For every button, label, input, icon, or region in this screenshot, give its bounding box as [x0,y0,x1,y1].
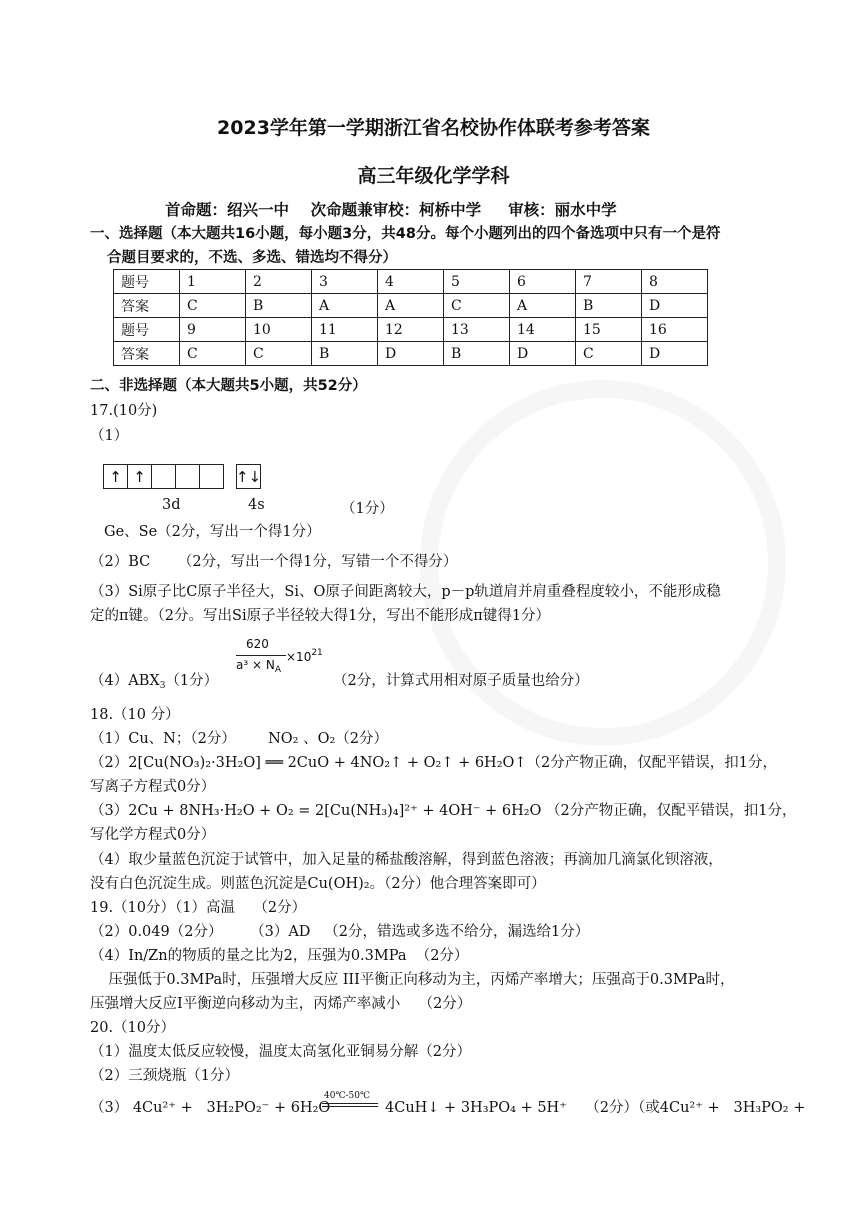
section1-heading-line2: 合题目要求的，不选、多选、错选均不得分） [107,250,397,266]
table-cell: D [642,342,708,366]
q17-part3-line2: 定的π键。（2分。写出Si原子半径较大得1分，写出不能形成π键得1分） [90,608,551,624]
table-cell: D [642,294,708,318]
table-cell: 2 [246,270,312,294]
table-cell: B [444,342,510,366]
q19-line1: 19.（10分）（1）高温 （2分） [90,900,307,916]
table-cell: 1 [180,270,246,294]
reaction-arrow [322,1103,378,1104]
q20-part3-right: 4CuH↓ + 3H₃PO₄ + 5H⁺ （2分）（或4Cu²⁺ + 3H₃PO₂ + [385,1100,806,1116]
table-cell: D [378,342,444,366]
q19-line5: 压强增大反应I平衡逆向移动为主，丙烯产率减小 （2分） [90,996,472,1012]
q18-part3-line1: （3）2Cu + 8NH₃·H₂O + O₂ = 2[Cu(NH₃)₄]²⁺ + 4OH⁻ + 6H₂O （2分产物正确，仅配平错误，扣1分， [90,803,797,819]
table-row-header: 答案 [114,294,180,318]
reaction-arrow-second [322,1106,378,1107]
answer-table [113,269,708,366]
table-cell: C [180,294,246,318]
q20-title: 20.（10分） [90,1020,176,1036]
table-row [114,294,708,318]
q20-part2: （2）三颈烧瓶（1分） [90,1068,239,1084]
table-cell: 16 [642,318,708,342]
q17-part3-line1: （3）Si原子比C原子半径大，Si、O原子间距离较大，p－p轨道肩并肩重叠程度较小，不能形成稳 [90,584,721,600]
table-cell: 5 [444,270,510,294]
table-cell: 14 [510,318,576,342]
table-cell: 8 [642,270,708,294]
table-cell: C [246,342,312,366]
table-cell: B [576,294,642,318]
table-row-header: 题号 [114,318,180,342]
answer-sheet-page: 2023学年第一学期浙江省名校协作体联考参考答案 高三年级化学学科 首命题：绍兴一中 次命题兼审校：柯桥中学 审核：丽水中学 一、选择题（本大题共16小题，每小题3分，共48分。每个小题列出的四个备选项中只有一个是符 合题目要求的，不选、多选、错选均不得分） 题号 1 2 3 4 5 6 7 8 答案 C B A A C A B D 题号 9 10 11 12 13 14 15 16 答案 C C B D B D C D 二、非选择题（本大题共5小题，共52分） 17.(10分) （1） ↑ ↑ ↑↓ 3d 4s （1分） Ge、Se（2分，写出一个得1分） （2）BC （2分，写出一个得1分，写错一个不得分） （3）Si原子比C原子半径大，Si、O原子间距离较大，p－p轨道肩并肩重叠程度较小，不能形成稳 定的π键。（2分。写出Si原子半径较大得1分，写出不能形成π键得1分） $(4)ABX_3(1$分） 620 $a^3 \times N_A$ $\times 10^{21}$ （2分，计算式用相对原子质量也给分） 18.（10 分） （1）Cu、N；（2分） NO₂ 、O₂（2分） （2）2[Cu(NO₃)₂·3H₂O] ══ 2CuO + 4NO₂↑ + O₂↑ + 6H₂O↑（2分产物正确，仅配平错误，扣1分， 写离子方程式0分） （3）2Cu + 8NH₃·H₂O + O₂ = 2[Cu(NH₃)₄]²⁺ + 4OH⁻ + 6H₂O （2分产物正确，仅配平错误，扣1分， 写化学方程式0分） （4）取少量蓝色沉淀于试管中，加入足量的稀盐酸溶解，得到蓝色溶液；再滴加几滴氯化钡溶液， 没有白色沉淀生成。则蓝色沉淀是Cu(OH)₂。（2分）他合理答案即可） 19.（10分）（1）高温 （2分） （2）0.049（2分） （3）AD （2分，错选或多选不给分，漏选给1分） （4）In/Zn的物质的量之比为2，压强为0.3MPa （2分） 压强低于0.3MPa时，压强增大反应 III平衡正向移动为主，丙烯产率增大；压强高于0.3MPa时， 压强增大反应I平衡逆向移动为主，丙烯产率减小 （2分） 20.（10分） （1）温度太低反应较慢，温度太高氢化亚铜易分解（2分） （2）三颈烧瓶（1分） （3） 4Cu²⁺ + 3H₂PO₂⁻ + 6H₂O 40℃-50℃ 4CuH↓ + 3H₃PO₄ + 5H⁺ （2分）（或4Cu²⁺ + 3H₃PO₂ + [0,0,867,1226]
table-cell: 9 [180,318,246,342]
q17-title: 17.(10分) [90,403,158,419]
q17-part1: （1） [90,428,129,444]
table-cell: B [312,342,378,366]
section2-heading: 二、非选择题（本大题共5小题，共52分） [90,378,367,394]
table-cell: A [312,294,378,318]
orbital-box: ↑↓ [236,464,261,489]
q18-part2-line2: 写离子方程式0分） [90,779,216,795]
q17-part2: （2）BC （2分，写出一个得1分，写错一个不得分） [90,554,458,570]
table-cell: 6 [510,270,576,294]
table-cell: 15 [576,318,642,342]
orbital-box: ↑ [103,464,128,489]
q18-title: 18.（10 分） [90,707,180,723]
q17-part1-score: （1分） [341,501,394,517]
q20-part3-left: （3） 4Cu²⁺ + 3H₂PO₂⁻ + 6H₂O [90,1100,331,1116]
orbital-4s-boxes [237,464,261,489]
table-cell: D [510,342,576,366]
table-cell: C [444,294,510,318]
q19-line2: （2）0.049（2分） （3）AD （2分，错选或多选不给分，漏选给1分） [90,924,590,940]
table-row-header: 题号 [114,270,180,294]
table-row [114,270,708,294]
section1-heading-line1: 一、选择题（本大题共16小题，每小题3分，共48分。每个小题列出的四个备选项中只有一个是符 [90,226,721,242]
table-cell: 12 [378,318,444,342]
table-cell: 7 [576,270,642,294]
q17-part4-prefix: $(4)ABX_3(1$分） [90,673,219,691]
table-row [114,342,708,366]
orbital-3d-boxes [104,464,224,489]
table-cell: C [180,342,246,366]
watermark [420,380,786,746]
table-cell: 11 [312,318,378,342]
table-row-header: 答案 [114,342,180,366]
table-cell: C [576,342,642,366]
q19-line3: （4）In/Zn的物质的量之比为2，压强为0.3MPa （2分） [90,948,469,964]
q17-part1-answer: Ge、Se（2分，写出一个得1分） [104,524,321,540]
subject-title: 高三年级化学学科 [357,165,510,187]
q18-part4-line2: 没有白色沉淀生成。则蓝色沉淀是Cu(OH)₂。（2分）他合理答案即可） [90,876,546,892]
orbital-box [199,464,224,489]
table-row [114,318,708,342]
q18-part2-line1: （2）2[Cu(NO₃)₂·3H₂O] ══ 2CuO + 4NO₂↑ + O₂↑ + 6H₂O↑（2分产物正确，仅配平错误，扣1分， [90,755,777,771]
table-cell: A [510,294,576,318]
q17-part4-suffix: （2分，计算式用相对原子质量也给分） [333,673,589,689]
table-cell: 4 [378,270,444,294]
table-cell: 13 [444,318,510,342]
table-cell: 3 [312,270,378,294]
q18-part4-line1: （4）取少量蓝色沉淀于试管中，加入足量的稀盐酸溶解，得到蓝色溶液；再滴加几滴氯化钡溶液， [90,852,723,868]
orbital-box [151,464,176,489]
q18-part3-line2: 写化学方程式0分） [90,827,216,843]
q19-line4: 压强低于0.3MPa时，压强增大反应 III平衡正向移动为主，丙烯产率增大；压强高于0.3MPa时， [90,972,735,988]
table-cell: A [378,294,444,318]
credits-line: 首命题：绍兴一中 次命题兼审校：柯桥中学 审核：丽水中学 [165,201,617,219]
orbital-4s-label: 4s [248,497,265,513]
reaction-condition: 40℃-50℃ [324,1091,371,1101]
page-title: 2023学年第一学期浙江省名校协作体联考参考答案 [217,117,650,139]
q20-part1: （1）温度太低反应较慢，温度太高氢化亚铜易分解（2分） [90,1044,471,1060]
table-cell: B [246,294,312,318]
table-cell: 10 [246,318,312,342]
orbital-box [175,464,200,489]
q18-part1: （1）Cu、N；（2分） NO₂ 、O₂（2分） [90,731,389,747]
orbital-3d-label: 3d [162,497,181,513]
orbital-box: ↑ [127,464,152,489]
